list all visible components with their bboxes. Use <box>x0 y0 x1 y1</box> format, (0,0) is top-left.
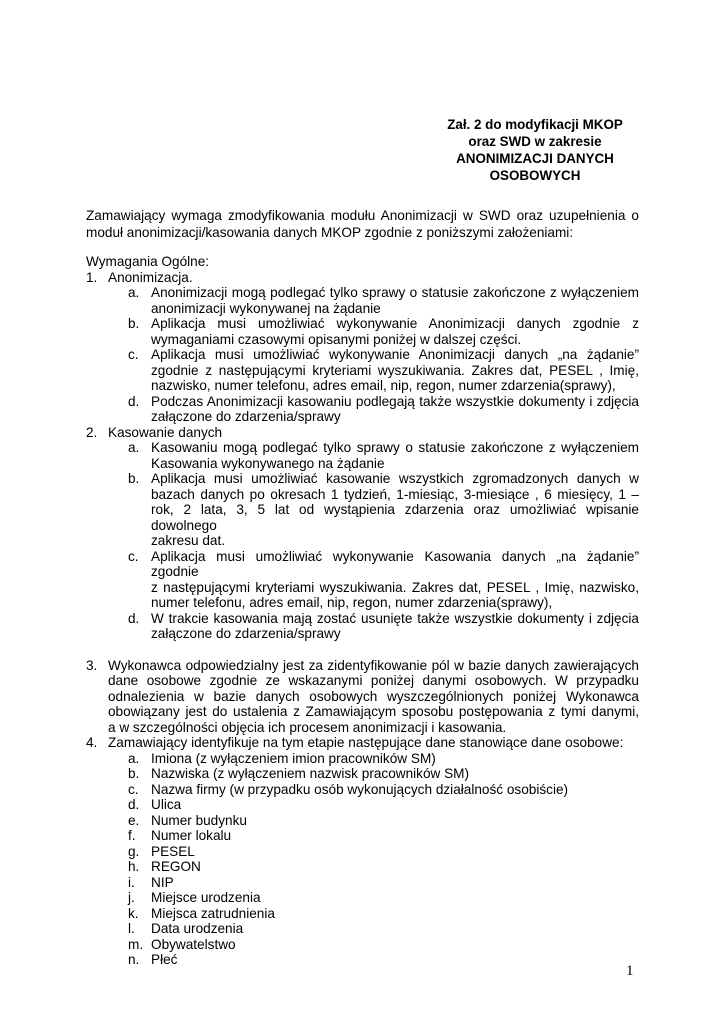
item-text: Obywatelstwo <box>151 936 236 952</box>
list-item <box>128 549 639 611</box>
item-text: Miejsce urodzenia <box>151 890 261 905</box>
item-letter: d. <box>128 797 140 812</box>
list-item <box>128 347 639 394</box>
item-letter: g. <box>128 843 140 859</box>
item-line: Aplikacja musi umożliwiać kasowanie wszystkich zgromadzonych danych w <box>151 471 639 486</box>
item-text: Imiona (z wyłączeniem imion pracowników SM) <box>151 750 436 766</box>
item-line: załączone do zdarzenia/sprawy <box>151 409 341 424</box>
item-line: zakresu dat. <box>151 533 226 548</box>
item-line: Podczas Anonimizacji kasowaniu podlegają także wszystkie dokumenty i zdjęcia <box>151 393 639 409</box>
item-text: Miejsca zatrudnienia <box>151 905 275 921</box>
section-3 <box>86 658 639 736</box>
item-line: W trakcie kasowania mają zostać usunięte także wszystkie dokumenty i zdjęcia <box>151 610 639 626</box>
list-item <box>128 890 639 906</box>
intro-paragraph <box>86 208 639 241</box>
item-text: Ulica <box>151 797 182 812</box>
section-2 <box>86 425 639 441</box>
list-item <box>128 285 639 316</box>
item-line: Kasowania wykonywanego na żądanie <box>151 455 385 471</box>
item-text: Nazwiska (z wyłączeniem nazwisk pracowników SM) <box>151 766 470 781</box>
item-text: PESEL <box>151 843 195 859</box>
item-letter: e. <box>128 812 140 828</box>
item-letter: b. <box>128 471 140 486</box>
item-letter: c. <box>128 548 139 564</box>
item-letter: i. <box>128 874 135 890</box>
list-item <box>128 813 639 829</box>
personal-data-list <box>86 751 639 968</box>
item-letter: b. <box>128 316 140 331</box>
header-line-1: Zał. 2 do modyfikacji MKOP <box>447 117 623 132</box>
document-header <box>400 116 670 184</box>
item-line: z następującymi kryteriami wyszukiwania. Zakres dat, PESEL , Imię, nazwisko, <box>151 579 639 595</box>
list-item <box>128 782 639 798</box>
item-line: Kasowaniu mogą podlegać tylko sprawy o statusie zakończone z wyłączeniem <box>151 440 639 455</box>
paragraph-line: obowiązany jest do ustalenia z Zamawiającym sposobu postępowania z tymi danymi, <box>108 704 639 719</box>
item-letter: h. <box>128 859 140 874</box>
section-1 <box>86 270 639 286</box>
item-letter: c. <box>128 781 139 797</box>
list-item <box>128 751 639 767</box>
item-letter: a. <box>128 750 140 766</box>
page-number: 1 <box>626 963 634 979</box>
item-line: zgodnie z następującymi kryteriami wyszukiwania. Zakres dat, PESEL , Imię, <box>151 362 639 378</box>
list-item <box>128 766 639 782</box>
section-2-title: Kasowanie danych <box>108 424 223 440</box>
item-line: nazwisko, numer telefonu, adres email, nip, regon, numer zdarzenia(sprawy), <box>151 378 616 393</box>
item-line: bazach danych po okresach 1 tydzień, 1-miesiąc, 3-miesiące , 6 miesięcy, 1 – <box>151 486 639 502</box>
item-letter: k. <box>128 905 139 921</box>
list-item <box>128 921 639 937</box>
list-item <box>128 394 639 425</box>
list-item <box>128 611 639 642</box>
item-line: Aplikacja musi umożliwiać wykonywanie Anonimizacji danych „na żądanie” <box>151 347 639 362</box>
list-item <box>128 906 639 922</box>
item-letter: b. <box>128 766 140 781</box>
section-1-number: 1. <box>86 269 98 285</box>
general-heading: Wymagania Ogólne: <box>86 254 210 269</box>
paragraph-line: dane osobowe zgodnie ze wskazanymi poniżej danymi osobowych. W przypadku <box>108 673 639 688</box>
item-text: REGON <box>151 859 201 874</box>
list-item <box>128 471 639 549</box>
section-4-title: Zamawiający identyfikuje na tym etapie następujące dane stanowiące dane osobowe: <box>108 735 624 750</box>
item-text: Płeć <box>151 952 178 967</box>
paragraph-line: odnalezienia w bazie danych osobowych wyszczególnionych poniżej Wykonawca <box>108 688 639 704</box>
item-letter: f. <box>128 828 136 843</box>
item-letter: d. <box>128 610 140 626</box>
section-2-number: 2. <box>86 424 98 440</box>
header-line-3: ANONIMIZACJI DANYCH <box>456 151 614 166</box>
list-item <box>128 937 639 953</box>
section-3-number: 3. <box>86 657 98 673</box>
list-item <box>128 316 639 347</box>
item-text: NIP <box>151 874 174 890</box>
item-text: Numer lokalu <box>151 828 232 843</box>
item-line: rok, 2 lata, 3, 5 lat od wystąpienia zdarzenia oraz umożliwiać wpisanie dowolnego <box>151 502 639 533</box>
item-text: Numer budynku <box>151 812 247 828</box>
item-line: wymaganiami czasowymi opisanymi poniżej w dalszej części. <box>151 331 522 347</box>
item-letter: d. <box>128 393 140 409</box>
intro-line-1: Zamawiający wymaga zmodyfikowania modułu Anonimizacji w SWD oraz uzupełnienia o <box>86 208 639 223</box>
list-item <box>128 859 639 875</box>
item-line: numer telefonu, adres email, nip, regon, numer zdarzenia(sprawy), <box>151 595 553 610</box>
paragraph-line: Wykonawca odpowiedzialny jest za zidentyfikowanie pól w bazie danych zawierających <box>108 657 639 673</box>
intro-line-2: moduł anonimizacji/kasowania danych MKOP zgodnie z poniższymi założeniami: <box>86 224 574 240</box>
section-4-number: 4. <box>86 735 98 750</box>
section-1-title: Anonimizacja. <box>108 269 193 285</box>
list-item <box>128 828 639 844</box>
header-line-4: OSOBOWYCH <box>489 168 581 183</box>
requirements-body <box>86 254 639 968</box>
item-line: Anonimizacji mogą podlegać tylko sprawy o statusie zakończone z wyłączeniem <box>151 285 639 300</box>
header-line-2: oraz SWD w zakresie <box>468 134 602 149</box>
item-letter: a. <box>128 440 140 455</box>
item-letter: l. <box>128 921 135 936</box>
item-text: Data urodzenia <box>151 921 244 936</box>
item-letter: n. <box>128 952 140 967</box>
section-4 <box>86 735 639 751</box>
item-letter: a. <box>128 285 140 300</box>
item-line: załączone do zdarzenia/sprawy <box>151 626 341 641</box>
spacer <box>86 642 639 658</box>
list-item <box>128 952 639 968</box>
item-line: anonimizacji wykonywanej na żądanie <box>151 300 381 316</box>
item-letter: c. <box>128 347 139 362</box>
item-line: Aplikacja musi umożliwiać wykonywanie Anonimizacji danych zgodnie z <box>151 316 639 331</box>
item-text: Nazwa firmy (w przypadku osób wykonujących działalność osobiście) <box>151 781 569 797</box>
paragraph-line: a w szczególności objęcia ich procesem anonimizacji i kasowania. <box>108 719 507 735</box>
list-item <box>128 440 639 471</box>
list-item <box>128 875 639 891</box>
item-letter: j. <box>128 890 135 905</box>
item-letter: m. <box>128 936 144 952</box>
list-item <box>128 844 639 860</box>
item-line: Aplikacja musi umożliwiać wykonywanie Kasowania danych „na żądanie” zgodnie <box>151 548 639 579</box>
list-item <box>128 797 639 813</box>
